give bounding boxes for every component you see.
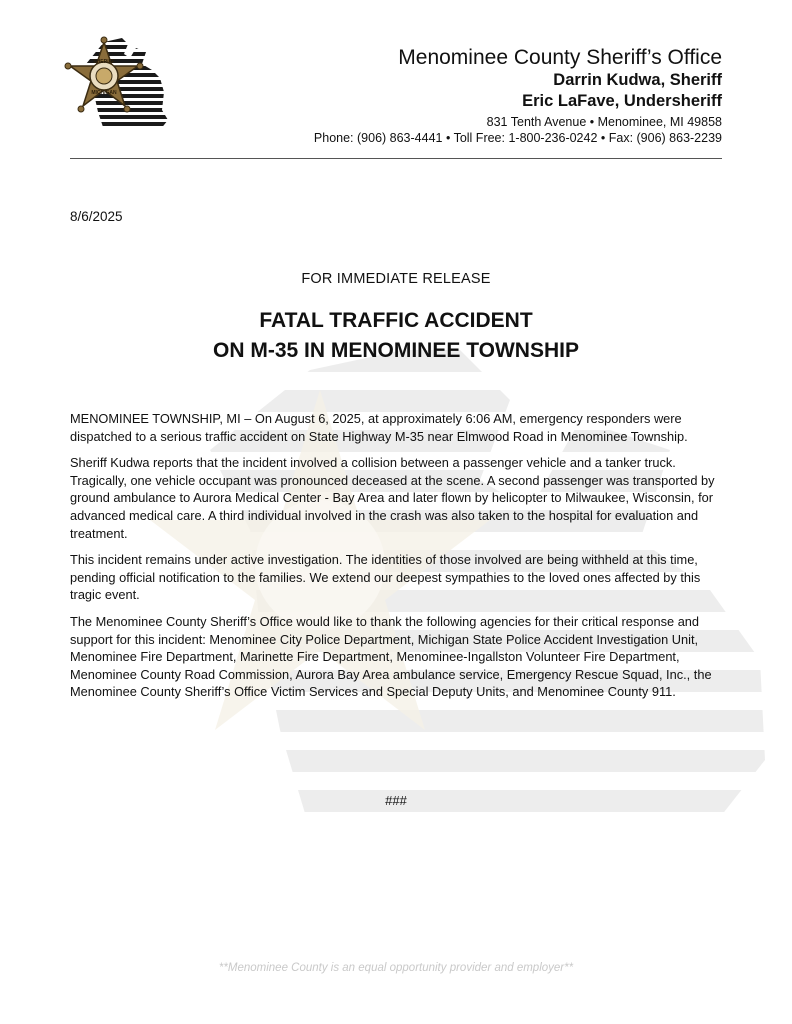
letterhead xyxy=(314,46,722,147)
headline-line-1: FATAL TRAFFIC ACCIDENT xyxy=(259,309,533,332)
paragraph: This incident remains under active investigation. The identities of those involved are being withheld at this time, pending official notification to the families. We extend our deepest sympathies to the loved ones affected by this tragic event. xyxy=(70,552,701,603)
office-address: 831 Tenth Avenue • Menominee, MI 49858 xyxy=(486,115,722,129)
paragraph: The Menominee County Sheriff’s Office would like to thank the following agencies for their critical response and support for this incident: Menominee City Police Department, Michigan State Police Accident Investigation Unit, Menominee Fire Department, Marinette Fire Department, Menominee-Ingallston Volunteer Fire Department, Menominee County Road Commission, Aurora Bay Area ambulance service, Emergency Rescue Squad, Inc., the Menominee County Sheriff’s Office Victim Services and Special Deputy Units, and Menominee County 911. xyxy=(70,613,712,700)
paragraph: Sheriff Kudwa reports that the incident involved a collision between a passenger vehicle and a tanker truck. Tragically, one vehicle occupant was pronounced deceased at the scene. A second passenger was transported by ground ambulance to Aurora Medical Center - Bay Area and later flown by helicopter to Milwaukee, Wisconsin, for advanced medical care. A third individual involved in the crash was also taken to the hospital for evaluation and treatment. xyxy=(70,455,715,541)
svg-text:SHERIFF: SHERIFF xyxy=(93,59,115,65)
headline-line-2: ON M-35 IN MENOMINEE TOWNSHIP xyxy=(213,339,579,362)
release-label: FOR IMMEDIATE RELEASE xyxy=(301,271,491,287)
end-mark: ### xyxy=(385,793,407,808)
contact-phones: Phone: (906) 863-4441 • Toll Free: 1-800-236-0242 • Fax: (906) 863-2239 xyxy=(313,131,722,145)
office-name: Menominee County Sheriff’s Office xyxy=(398,46,722,69)
sheriff-name: Darrin Kudwa, Sheriff xyxy=(553,71,722,89)
header-divider xyxy=(70,158,722,159)
michigan-shape-icon xyxy=(64,34,174,134)
svg-text:MICHIGAN: MICHIGAN xyxy=(91,90,117,96)
press-release-body xyxy=(70,410,724,710)
paragraph: MENOMINEE TOWNSHIP, MI – On August 6, 2025, at approximately 6:06 AM, emergency responders were dispatched to a serious traffic accident on State Highway M-35 near Elmwood Road in Menominee Township. xyxy=(70,411,688,444)
release-date: 8/6/2025 xyxy=(70,209,123,224)
headline xyxy=(0,306,792,366)
sheriff-badge-logo xyxy=(64,34,174,134)
undersheriff-name: Eric LaFave, Undersheriff xyxy=(522,92,722,110)
footer-equal-opportunity: **Menominee County is an equal opportunity provider and employer** xyxy=(218,962,574,974)
